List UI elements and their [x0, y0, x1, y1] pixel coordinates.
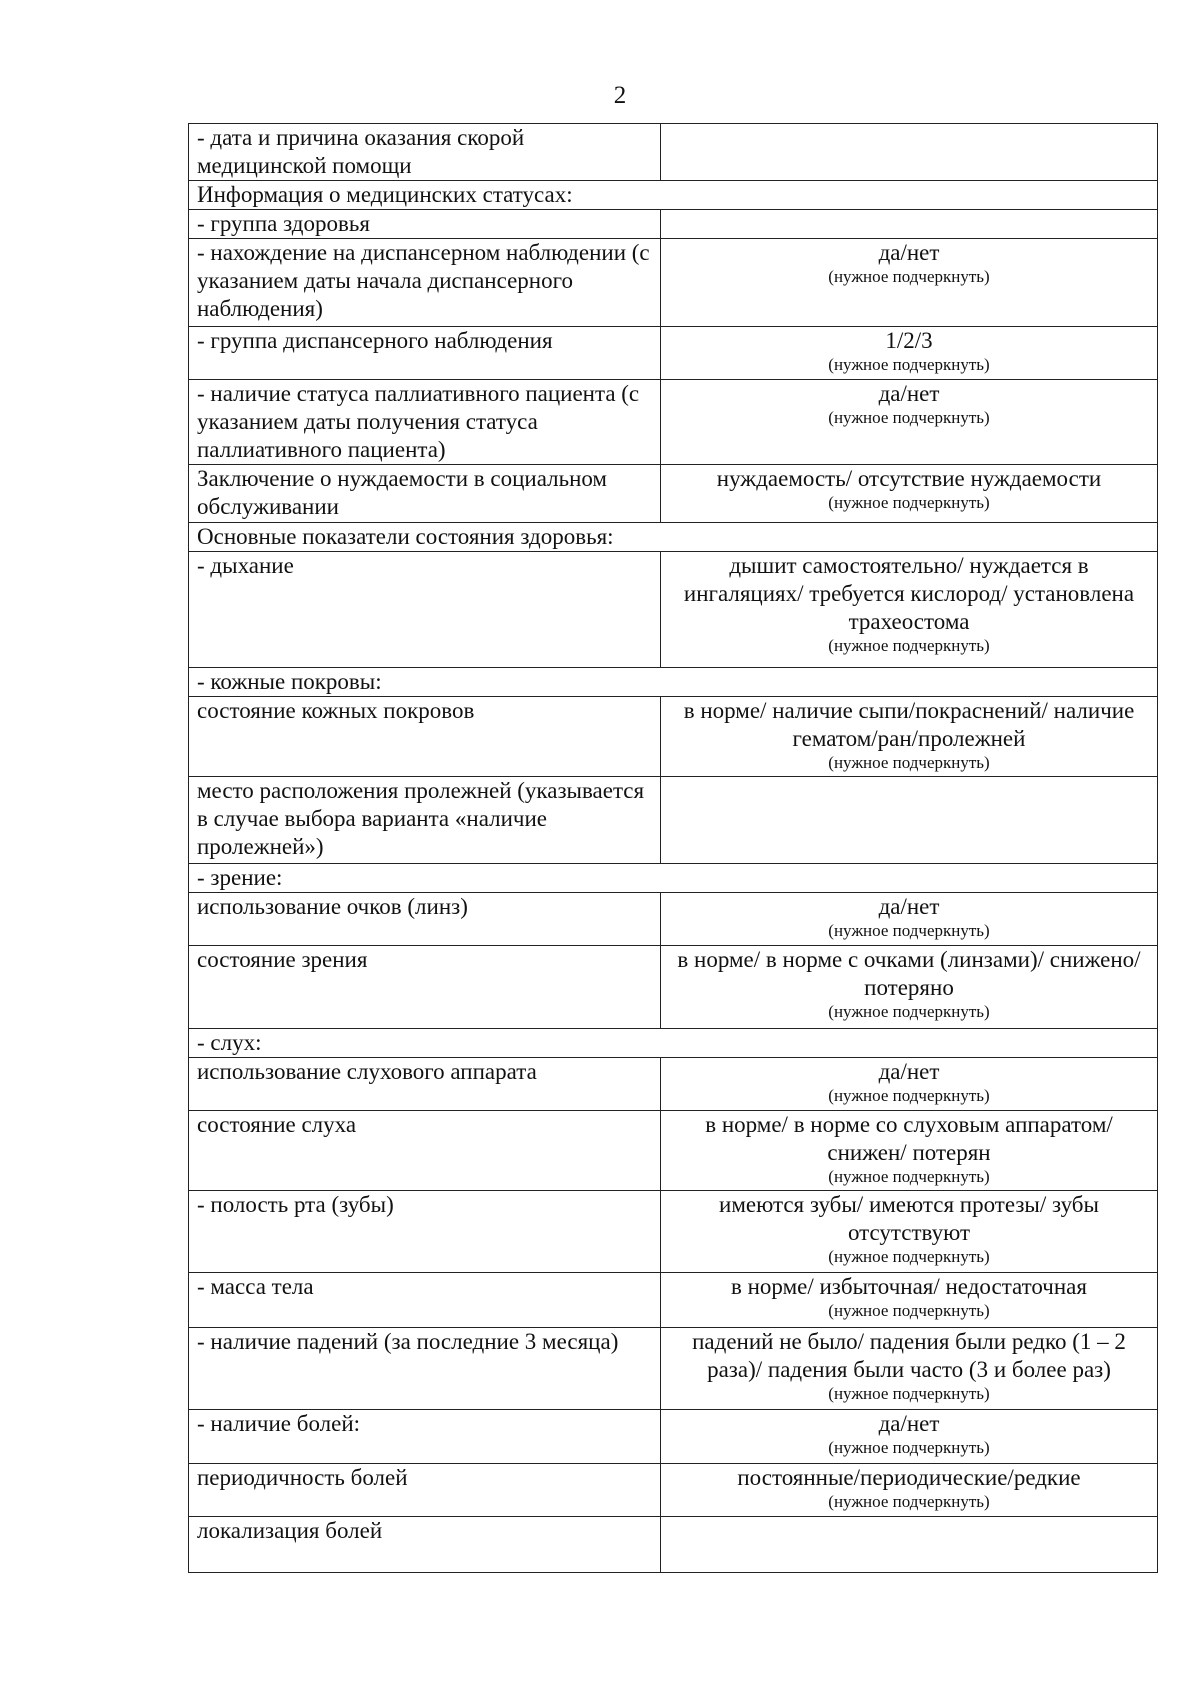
- table-row: [189, 893, 1158, 946]
- table-row: [189, 1328, 1158, 1410]
- table-row: [189, 1111, 1158, 1191]
- underline-hint: (нужное подчеркнуть): [828, 636, 990, 655]
- row-label: - группа здоровья: [189, 210, 661, 239]
- table-row: [189, 946, 1158, 1029]
- underline-hint: (нужное подчеркнуть): [828, 1247, 990, 1266]
- row-label: место расположения пролежней (указывается в случае выбора варианта «наличие пролежней»): [189, 777, 661, 864]
- table-row: [189, 697, 1158, 777]
- row-value: в норме/ в норме с очками (линзами)/ снижено/ потеряно: [677, 947, 1141, 1000]
- row-label: Заключение о нуждаемости в социальном обслуживании: [189, 465, 661, 523]
- table-row: [189, 239, 1158, 327]
- row-value-cell: [661, 1111, 1158, 1191]
- table-row: [189, 777, 1158, 864]
- row-value: да/нет: [878, 381, 940, 406]
- row-value-cell: [661, 777, 1158, 864]
- row-label: - дата и причина оказания скорой медицинской помощи: [189, 124, 661, 181]
- row-value-cell: [661, 946, 1158, 1029]
- row-value: падений не было/ падения были редко (1 – 2 раза)/ падения были часто (3 и более раз): [692, 1329, 1126, 1382]
- row-value-cell: [661, 124, 1158, 181]
- row-value-cell: [661, 1410, 1158, 1464]
- row-value: дышит самостоятельно/ нуждается в ингаляциях/ требуется кислород/ установлена трахеостома: [683, 553, 1135, 634]
- table-row: [189, 1191, 1158, 1273]
- health-form-table: [188, 123, 1158, 1573]
- table-row: [189, 1410, 1158, 1464]
- section-heading: - слух:: [189, 1029, 1158, 1058]
- section-heading: Основные показатели состояния здоровья:: [189, 523, 1158, 552]
- section-heading: Информация о медицинских статусах:: [189, 181, 1158, 210]
- row-value-cell: [661, 465, 1158, 523]
- row-value-cell: [661, 327, 1158, 380]
- underline-hint: (нужное подчеркнуть): [828, 267, 990, 286]
- row-value: да/нет: [878, 894, 940, 919]
- underline-hint: (нужное подчеркнуть): [828, 1086, 990, 1105]
- row-label: локализация болей: [189, 1517, 661, 1573]
- row-value-cell: [661, 1328, 1158, 1410]
- row-label: использование очков (линз): [189, 893, 661, 946]
- row-label: состояние слуха: [189, 1111, 661, 1191]
- table-row: [189, 465, 1158, 523]
- underline-hint: (нужное подчеркнуть): [828, 1301, 990, 1320]
- underline-hint: (нужное подчеркнуть): [828, 1167, 990, 1186]
- form-body: [189, 124, 1158, 1573]
- row-label: периодичность болей: [189, 1464, 661, 1517]
- row-value: да/нет: [878, 240, 940, 265]
- underline-hint: (нужное подчеркнуть): [828, 408, 990, 427]
- section-row: [189, 181, 1158, 210]
- section-heading: - кожные покровы:: [189, 668, 1158, 697]
- underline-hint: (нужное подчеркнуть): [828, 355, 990, 374]
- row-value: имеются зубы/ имеются протезы/ зубы отсутствуют: [719, 1192, 1099, 1245]
- table-row: [189, 1273, 1158, 1328]
- row-value-cell: [661, 239, 1158, 327]
- underline-hint: (нужное подчеркнуть): [828, 493, 990, 512]
- section-row: [189, 523, 1158, 552]
- row-value: да/нет: [878, 1411, 940, 1436]
- row-value-cell: [661, 697, 1158, 777]
- table-row: [189, 1464, 1158, 1517]
- row-value: в норме/ наличие сыпи/покраснений/ наличие гематом/ран/пролежней: [683, 698, 1135, 751]
- underline-hint: (нужное подчеркнуть): [828, 753, 990, 772]
- row-value-cell: [661, 552, 1158, 668]
- row-value: в норме/ в норме со слуховым аппаратом/ снижен/ потерян: [705, 1112, 1113, 1165]
- row-value-cell: [661, 210, 1158, 239]
- section-heading: - зрение:: [189, 864, 1158, 893]
- page-number: 2: [613, 82, 627, 109]
- row-label: - дыхание: [189, 552, 661, 668]
- row-value: да/нет: [878, 1059, 940, 1084]
- table-row: [189, 210, 1158, 239]
- row-value-cell: [661, 1517, 1158, 1573]
- row-value: 1/2/3: [885, 328, 933, 353]
- row-value-cell: [661, 1191, 1158, 1273]
- row-value-cell: [661, 380, 1158, 465]
- section-row: [189, 1029, 1158, 1058]
- section-row: [189, 668, 1158, 697]
- table-row: [189, 1517, 1158, 1573]
- underline-hint: (нужное подчеркнуть): [828, 1492, 990, 1511]
- underline-hint: (нужное подчеркнуть): [828, 1002, 990, 1021]
- underline-hint: (нужное подчеркнуть): [828, 1384, 990, 1403]
- row-value-cell: [661, 1273, 1158, 1328]
- row-label: - наличие падений (за последние 3 месяца): [189, 1328, 661, 1410]
- underline-hint: (нужное подчеркнуть): [828, 1438, 990, 1457]
- section-row: [189, 864, 1158, 893]
- row-value: постоянные/периодические/редкие: [737, 1465, 1081, 1490]
- row-value-cell: [661, 893, 1158, 946]
- underline-hint: (нужное подчеркнуть): [828, 921, 990, 940]
- row-label: - масса тела: [189, 1273, 661, 1328]
- row-value: в норме/ избыточная/ недостаточная: [731, 1274, 1087, 1299]
- row-label: состояние кожных покровов: [189, 697, 661, 777]
- row-label: - нахождение на диспансерном наблюдении (с указанием даты начала диспансерного наблюдения): [189, 239, 661, 327]
- table-row: [189, 380, 1158, 465]
- row-label: - группа диспансерного наблюдения: [189, 327, 661, 380]
- table-row: [189, 552, 1158, 668]
- table-row: [189, 124, 1158, 181]
- row-value: нуждаемость/ отсутствие нуждаемости: [716, 466, 1102, 491]
- row-label: использование слухового аппарата: [189, 1058, 661, 1111]
- table-row: [189, 1058, 1158, 1111]
- row-value-cell: [661, 1058, 1158, 1111]
- row-label: - наличие статуса паллиативного пациента (с указанием даты получения статуса паллиативного пациента): [189, 380, 661, 465]
- row-label: состояние зрения: [189, 946, 661, 1029]
- table-row: [189, 327, 1158, 380]
- row-label: - наличие болей:: [189, 1410, 661, 1464]
- row-value-cell: [661, 1464, 1158, 1517]
- row-label: - полость рта (зубы): [189, 1191, 661, 1273]
